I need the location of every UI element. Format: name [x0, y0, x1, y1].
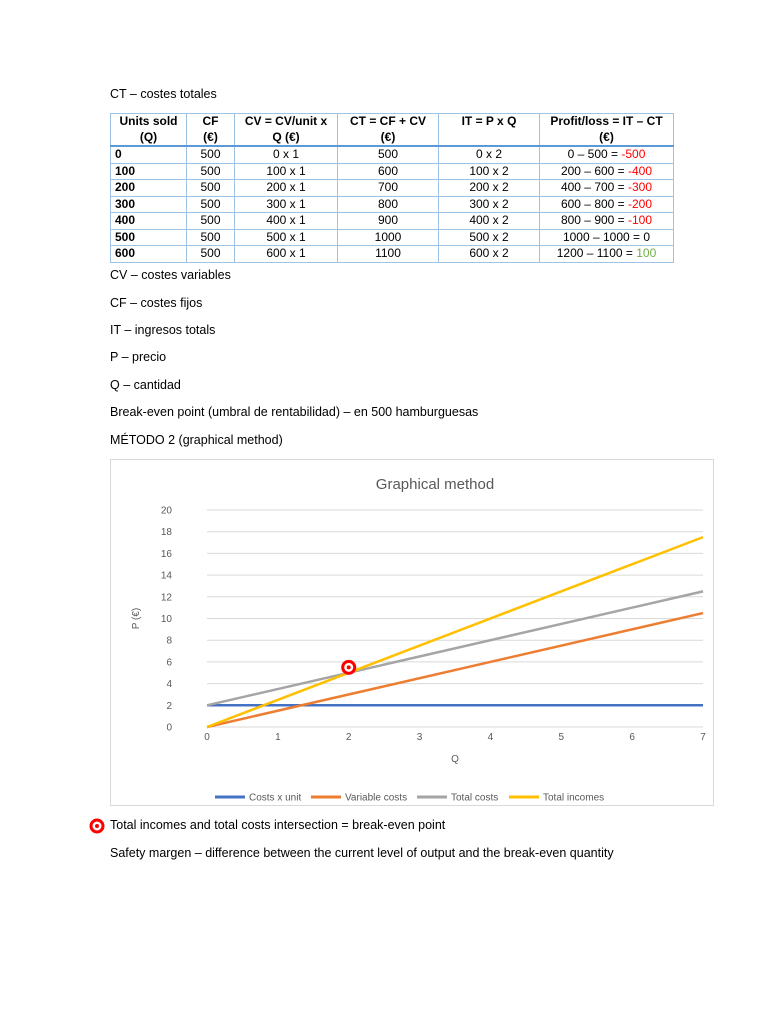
- def-cf: CF – costes fijos: [110, 296, 203, 310]
- table-row: [111, 180, 674, 197]
- table-row: [111, 213, 674, 230]
- cell-cf: 500: [187, 213, 235, 230]
- cell-profit-loss: [540, 196, 674, 213]
- cell-profit-loss: [540, 180, 674, 197]
- profit-loss-value: -400: [628, 163, 653, 178]
- header-profit-loss: [540, 114, 674, 147]
- cell-units-sold: 600: [111, 246, 187, 263]
- y-tick-label: 12: [160, 592, 172, 604]
- header-line: (Q): [139, 129, 158, 144]
- x-tick-label: 5: [558, 732, 565, 743]
- y-tick-label: 18: [160, 527, 172, 539]
- cell-units-sold: 500: [111, 229, 187, 246]
- break-even-marker-icon: [89, 818, 105, 834]
- cell-cv: 100 x 1: [235, 163, 338, 180]
- cell-ct: 700: [338, 180, 439, 197]
- cell-ct: 1100: [338, 246, 439, 263]
- cell-cf: 500: [187, 196, 235, 213]
- y-axis-title: P (€): [131, 607, 142, 630]
- header-units-sold: [111, 114, 187, 147]
- x-tick-label: 2: [345, 732, 352, 743]
- header-line: CV = CV/unit x: [244, 114, 328, 128]
- table-row: [111, 229, 674, 246]
- x-tick-label: 4: [487, 732, 494, 743]
- legend-label: Costs x unit: [249, 792, 302, 804]
- cell-it: 300 x 2: [439, 196, 540, 213]
- cell-units-sold: 100: [111, 163, 187, 180]
- cell-profit-loss: [540, 213, 674, 230]
- cell-cv: 200 x 1: [235, 180, 338, 197]
- header-line: Profit/loss = IT – CT: [550, 114, 663, 128]
- cell-ct: 800: [338, 196, 439, 213]
- profit-loss-value: -100: [628, 213, 653, 227]
- cell-cf: 500: [187, 246, 235, 263]
- y-tick-label: 0: [166, 722, 172, 734]
- y-tick-label: 14: [160, 570, 172, 582]
- y-tick-label: 20: [160, 505, 172, 517]
- table-row: [111, 196, 674, 213]
- x-tick-label: 6: [629, 732, 635, 743]
- header-line: Q (€): [272, 129, 300, 144]
- cell-profit-loss: [540, 163, 674, 180]
- header-cv: [235, 114, 338, 147]
- note-intersection: Total incomes and total costs intersection = break-even point: [110, 818, 446, 832]
- legend-label: Variable costs: [345, 792, 408, 804]
- cell-it: 400 x 2: [439, 213, 540, 230]
- y-tick-label: 4: [166, 679, 172, 691]
- header-cf: [187, 114, 235, 147]
- cell-cv: 0 x 1: [235, 146, 338, 163]
- x-tick-label: 7: [700, 732, 706, 743]
- profit-loss-value: 100: [636, 246, 657, 260]
- profit-loss-value: -300: [628, 180, 653, 194]
- cell-it: 600 x 2: [439, 246, 540, 263]
- cell-it: 100 x 2: [439, 163, 540, 180]
- cell-units-sold: 200: [111, 180, 187, 197]
- x-tick-label: 0: [204, 732, 210, 743]
- cell-cv: 400 x 1: [235, 213, 338, 230]
- profit-loss-expression: 200 – 600 =: [560, 163, 629, 178]
- cell-it: 500 x 2: [439, 229, 540, 246]
- cell-cf: 500: [187, 180, 235, 197]
- note-safety-margin: Safety margen – difference between the current level of output and the break-even quantity: [110, 846, 614, 860]
- cell-cf: 500: [187, 163, 235, 180]
- cell-cf: 500: [187, 146, 235, 163]
- profit-loss-value: -500: [621, 147, 646, 161]
- def-metodo-2: MÉTODO 2 (graphical method): [110, 433, 283, 447]
- graphical-method-chart: [111, 460, 715, 807]
- profit-loss-expression: 800 – 900 =: [560, 213, 629, 227]
- series-line-2: [207, 591, 703, 705]
- header-it: [439, 114, 540, 147]
- header-line: IT = P x Q: [461, 114, 517, 128]
- def-q: Q – cantidad: [110, 378, 181, 392]
- cell-cv: 500 x 1: [235, 229, 338, 246]
- y-tick-label: 6: [166, 657, 172, 669]
- chart-title: Graphical method: [375, 476, 495, 493]
- profit-loss-value: -200: [628, 196, 653, 211]
- series-line-1: [207, 613, 703, 727]
- chart-container: [110, 459, 714, 806]
- cell-cv: 600 x 1: [235, 246, 338, 263]
- header-line: CF: [202, 114, 219, 128]
- cell-ct: 500: [338, 146, 439, 163]
- header-line: (€): [203, 129, 218, 144]
- profit-loss-expression: 0 – 500 =: [567, 147, 622, 161]
- cost-table: [110, 113, 674, 263]
- x-tick-label: 3: [416, 732, 423, 743]
- cell-cv: 300 x 1: [235, 196, 338, 213]
- header-line: Units sold: [119, 114, 178, 128]
- cell-units-sold: 400: [111, 213, 187, 230]
- def-cv: CV – costes variables: [110, 268, 231, 282]
- cell-profit-loss: [540, 146, 674, 163]
- profit-loss-expression: 1000 – 1000 = 0: [562, 229, 651, 244]
- legend-label: Total costs: [451, 792, 499, 804]
- x-tick-label: 1: [275, 732, 281, 743]
- table-row: [111, 246, 674, 263]
- legend-label: Total incomes: [543, 792, 605, 804]
- profit-loss-expression: 600 – 800 =: [560, 196, 629, 211]
- cell-ct: 900: [338, 213, 439, 230]
- table-header-row: [111, 114, 674, 147]
- cell-units-sold: 300: [111, 196, 187, 213]
- series-line-3: [207, 537, 703, 727]
- cell-units-sold: 0: [111, 146, 187, 163]
- header-ct: [338, 114, 439, 147]
- table-row: [111, 163, 674, 180]
- cell-profit-loss: [540, 229, 674, 246]
- cell-it: 200 x 2: [439, 180, 540, 197]
- profit-loss-expression: 400 – 700 =: [560, 180, 629, 194]
- cell-cf: 500: [187, 229, 235, 246]
- y-tick-label: 16: [160, 548, 172, 560]
- header-line: CT = CF + CV: [349, 114, 426, 128]
- header-line: (€): [599, 129, 614, 144]
- y-tick-label: 10: [160, 614, 172, 625]
- y-tick-label: 2: [166, 700, 172, 712]
- table-row: [111, 146, 674, 163]
- x-axis-title: Q: [451, 754, 459, 765]
- heading-ct: CT – costes totales: [110, 87, 217, 101]
- cell-ct: 600: [338, 163, 439, 180]
- def-p: P – precio: [110, 350, 167, 364]
- y-tick-label: 8: [166, 635, 172, 647]
- cell-it: 0 x 2: [439, 146, 540, 163]
- cell-ct: 1000: [338, 229, 439, 246]
- def-break-even: Break-even point (umbral de rentabilidad) – en 500 hamburguesas: [110, 405, 479, 419]
- cell-profit-loss: [540, 246, 674, 263]
- profit-loss-expression: 1200 – 1100 =: [556, 246, 637, 260]
- break-even-point-dot: [347, 665, 351, 669]
- header-line: (€): [380, 129, 396, 144]
- def-it: IT – ingresos totals: [110, 323, 216, 337]
